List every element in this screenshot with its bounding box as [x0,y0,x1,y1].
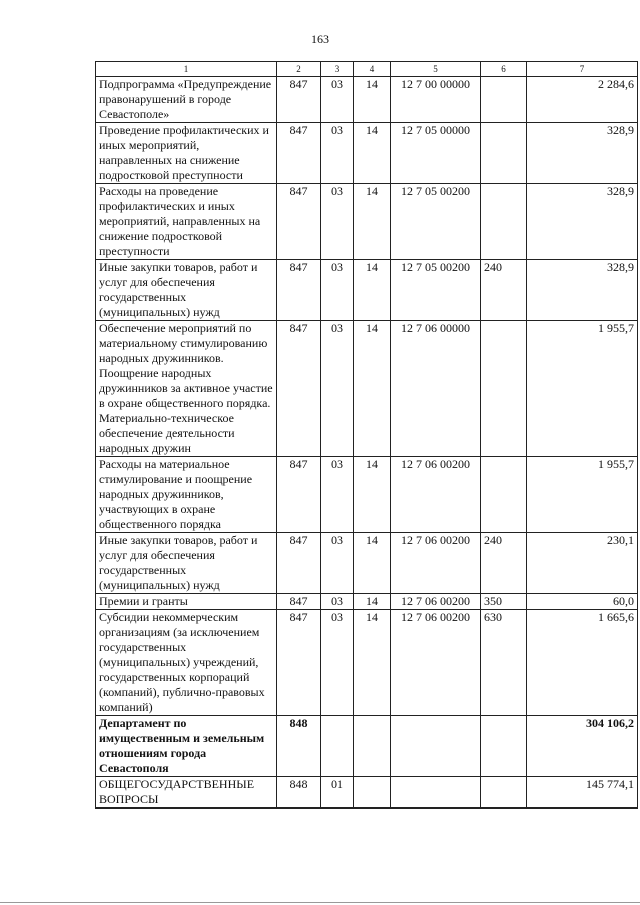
row-item: 12 7 00 00000 [391,77,481,123]
row-item: 12 7 05 00000 [391,123,481,184]
row-code: 847 [277,457,321,533]
column-header: 3 [321,62,354,77]
row-item: 12 7 06 00200 [391,610,481,716]
row-sum: 60,0 [527,594,638,610]
table-row [96,77,638,123]
row-subsection: 14 [354,457,391,533]
row-expense [481,716,527,777]
row-sum: 1 665,6 [527,610,638,716]
row-sum: 1 955,7 [527,457,638,533]
row-expense [481,321,527,457]
row-sum: 328,9 [527,123,638,184]
row-section: 01 [321,777,354,809]
row-item [391,716,481,777]
row-sum: 328,9 [527,260,638,321]
column-header: 2 [277,62,321,77]
row-name: Иные закупки товаров, работ и услуг для обеспечения государственных (муниципальных) нужд [96,260,277,321]
row-name: Расходы на материальное стимулирование и поощрение народных дружинников, участвующих в охране общественного порядка [96,457,277,533]
row-expense [481,777,527,809]
row-expense [481,77,527,123]
column-header: 7 [527,62,638,77]
row-code: 847 [277,594,321,610]
table-row [96,594,638,610]
row-section: 03 [321,123,354,184]
row-section [321,716,354,777]
row-section: 03 [321,184,354,260]
row-name: Подпрограмма «Предупреждение правонарушений в городе Севастополе» [96,77,277,123]
column-header: 1 [96,62,277,77]
row-item: 12 7 05 00200 [391,260,481,321]
row-item: 12 7 06 00000 [391,321,481,457]
row-sum: 1 955,7 [527,321,638,457]
row-code: 848 [277,777,321,809]
row-name: Иные закупки товаров, работ и услуг для обеспечения государственных (муниципальных) нужд [96,533,277,594]
row-name: Департамент по имущественным и земельным отношениям города Севастополя [96,716,277,777]
table-row-department [96,716,638,777]
row-item [391,777,481,809]
row-section: 03 [321,594,354,610]
row-item: 12 7 06 00200 [391,594,481,610]
row-code: 848 [277,716,321,777]
page-edge-line [0,902,640,903]
row-subsection [354,777,391,809]
budget-table [95,61,638,809]
row-expense: 630 [481,610,527,716]
row-name: Расходы на проведение профилактических и иных мероприятий, направленных на снижение подростковой преступности [96,184,277,260]
row-section: 03 [321,457,354,533]
row-item: 12 7 05 00200 [391,184,481,260]
table-row [96,777,638,809]
table-row [96,533,638,594]
row-expense [481,184,527,260]
table-row [96,123,638,184]
column-number-row [96,62,638,77]
row-code: 847 [277,123,321,184]
row-name: Субсидии некоммерческим организациям (за исключением государственных (муниципальных) учреждений, государственных корпораций (компаний), публично-правовых компаний) [96,610,277,716]
row-expense: 350 [481,594,527,610]
row-code: 847 [277,260,321,321]
row-subsection: 14 [354,321,391,457]
row-code: 847 [277,610,321,716]
row-sum: 328,9 [527,184,638,260]
column-header: 5 [391,62,481,77]
column-header: 4 [354,62,391,77]
row-expense [481,457,527,533]
page-number: 163 [311,32,329,46]
row-sum: 304 106,2 [527,716,638,777]
table-row [96,184,638,260]
row-item: 12 7 06 00200 [391,457,481,533]
row-name: Проведение профилактических и иных мероприятий, направленных на снижение подростковой преступности [96,123,277,184]
row-expense [481,123,527,184]
row-sum: 2 284,6 [527,77,638,123]
row-subsection: 14 [354,260,391,321]
row-subsection: 14 [354,77,391,123]
table-row [96,321,638,457]
row-item: 12 7 06 00200 [391,533,481,594]
row-expense: 240 [481,260,527,321]
row-code: 847 [277,77,321,123]
row-section: 03 [321,260,354,321]
row-subsection: 14 [354,610,391,716]
row-code: 847 [277,321,321,457]
row-sum: 145 774,1 [527,777,638,809]
row-section: 03 [321,321,354,457]
row-name: Премии и гранты [96,594,277,610]
row-subsection: 14 [354,184,391,260]
table-row [96,260,638,321]
row-sum: 230,1 [527,533,638,594]
row-code: 847 [277,184,321,260]
table-row [96,610,638,716]
row-subsection [354,716,391,777]
table-row [96,457,638,533]
row-subsection: 14 [354,594,391,610]
column-header: 6 [481,62,527,77]
row-section: 03 [321,77,354,123]
row-subsection: 14 [354,533,391,594]
row-name: Обеспечение мероприятий по материальному стимулированию народных дружинников. Поощрение народных дружинников за активное участие в охране общественного порядка. Материально-техническое обеспечение деятельности народных дружин [96,321,277,457]
row-subsection: 14 [354,123,391,184]
row-section: 03 [321,610,354,716]
row-expense: 240 [481,533,527,594]
row-code: 847 [277,533,321,594]
row-section: 03 [321,533,354,594]
row-name: ОБЩЕГОСУДАРСТВЕННЫЕ ВОПРОСЫ [96,777,277,809]
